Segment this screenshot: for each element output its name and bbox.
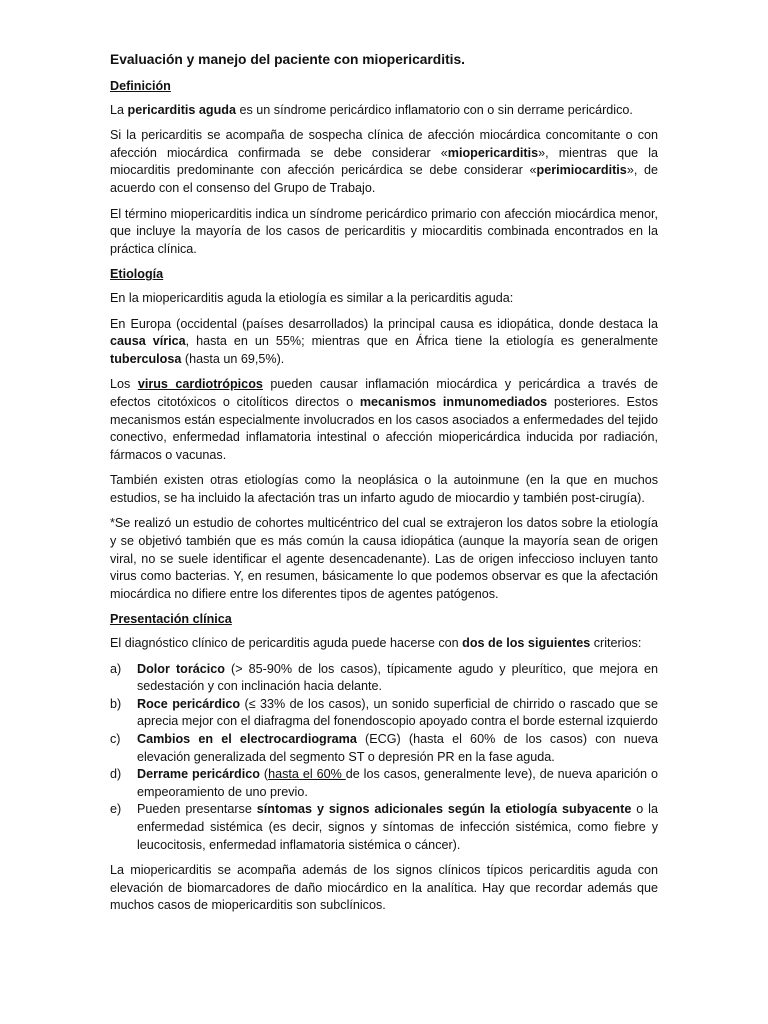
paragraph-etiologia-2: En Europa (occidental (países desarrollados) la principal causa es idiopática, donde destaca la causa vírica, hasta en un 55%; mientras que en África tiene la etiología es generalmente tuberculosa (hasta un 69,5%). — [110, 316, 658, 366]
document-title: Evaluación y manejo del paciente con miopericarditis. — [110, 52, 466, 67]
paragraph-definicion-2: Si la pericarditis se acompaña de sospecha clínica de afección miocárdica concomitante o con afección miocárdica confirmada se debe considerar «miopericarditis», mientras que la miocarditis predominante con afección pericárdica se debe considerar «perimiocarditis», de acuerdo con el consenso del Grupo de Trabajo. — [110, 128, 658, 195]
paragraph-presentacion-intro: El diagnóstico clínico de pericarditis aguda puede hacerse con dos de los siguientes criterios: — [110, 636, 642, 651]
list-marker: c) — [110, 732, 121, 746]
paragraph-presentacion-closing: La miopericarditis se acompaña además de los signos clínicos típicos pericarditis aguda con elevación de biomarcadores de daño miocárdico en la analítica. Hay que recordar además que muchos casos de miopericarditis son subclínicos. — [110, 863, 658, 913]
section-heading-presentacion: Presentación clínica — [110, 612, 232, 627]
paragraph-etiologia-5: *Se realizó un estudio de cohortes multicéntrico del cual se extrajeron los datos sobre la etiología y se objetivó también que es más común la causa idiopática (aunque la mayoría sean de origen viral, no se suele identificar el agente desencadenante). Las de origen infeccioso incluyen tanto virus como bacterias. Y, en resumen, básicamente lo que podemos observar es que la afectación miocárdica no difiere entre los diferentes tipos de agentes patógenos. — [110, 516, 658, 601]
paragraph-definicion-3: El término miopericarditis indica un síndrome pericárdico primario con afección miocárdica menor, que incluye la mayoría de los casos de pericarditis y miocarditis combinada encontrados en la práctica clínica. — [110, 206, 658, 256]
list-item: a) Dolor torácico (> 85-90% de los casos), típicamente agudo y pleurítico, que mejora en sedestación y con inclinación hacia delante. — [110, 661, 658, 696]
paragraph-etiologia-4: También existen otras etiologías como la neoplásica o la autoinmune (en la que en muchos estudios, se ha incluido la afectación tras un infarto agudo de miocardio y también post-cirugía). — [110, 473, 658, 505]
section-heading-definicion: Definición — [110, 79, 171, 93]
list-item: d) Derrame pericárdico (hasta el 60% de los casos, generalmente leve), de nueva aparición o empeoramiento de uno previo. — [110, 766, 658, 801]
list-marker: e) — [110, 802, 122, 817]
list-marker: d) — [110, 767, 122, 782]
list-item: b) Roce pericárdico (≤ 33% de los casos), un sonido superficial de chirrido o rascado que se aprecia mejor con el diafragma del fonendoscopio apoyado contra el borde esternal izquierdo — [110, 696, 658, 731]
criteria-list — [110, 661, 658, 855]
list-item: e) Pueden presentarse síntomas y signos adicionales según la etiología subyacente o la enfermedad sistémica (es decir, signos y síntomas de infección sistémica, como fiebre y leucocitosis, enfermedad inflamatoria sistémica o cáncer). — [110, 801, 658, 854]
paragraph-definicion-1: La pericarditis aguda es un síndrome pericárdico inflamatorio con o sin derrame pericárdico. — [110, 102, 633, 117]
section-heading-etiologia: Etiología — [110, 267, 164, 282]
list-marker: b) — [110, 696, 122, 711]
list-item: c) Cambios en el electrocardiograma (ECG) (hasta el 60% de los casos) con nueva elevación generalizada del segmento ST o depresión PR en la fase aguda. — [110, 731, 658, 766]
paragraph-etiologia-1: En la miopericarditis aguda la etiología es similar a la pericarditis aguda: — [110, 290, 514, 305]
document-page — [110, 50, 658, 923]
list-marker: a) — [110, 661, 122, 676]
paragraph-etiologia-3: Los virus cardiotrópicos pueden causar inflamación miocárdica y pericárdica a través de efectos citotóxicos o citolíticos directos o mecanismos inmunomediados posteriores. Estos mecanismos están especialmente involucrados en los casos asociados a enfermedades del tejido conectivo, enfermedad inflamatoria intestinal o afección miopericárdica inducida por radiación, fármacos o vacunas. — [110, 377, 659, 462]
